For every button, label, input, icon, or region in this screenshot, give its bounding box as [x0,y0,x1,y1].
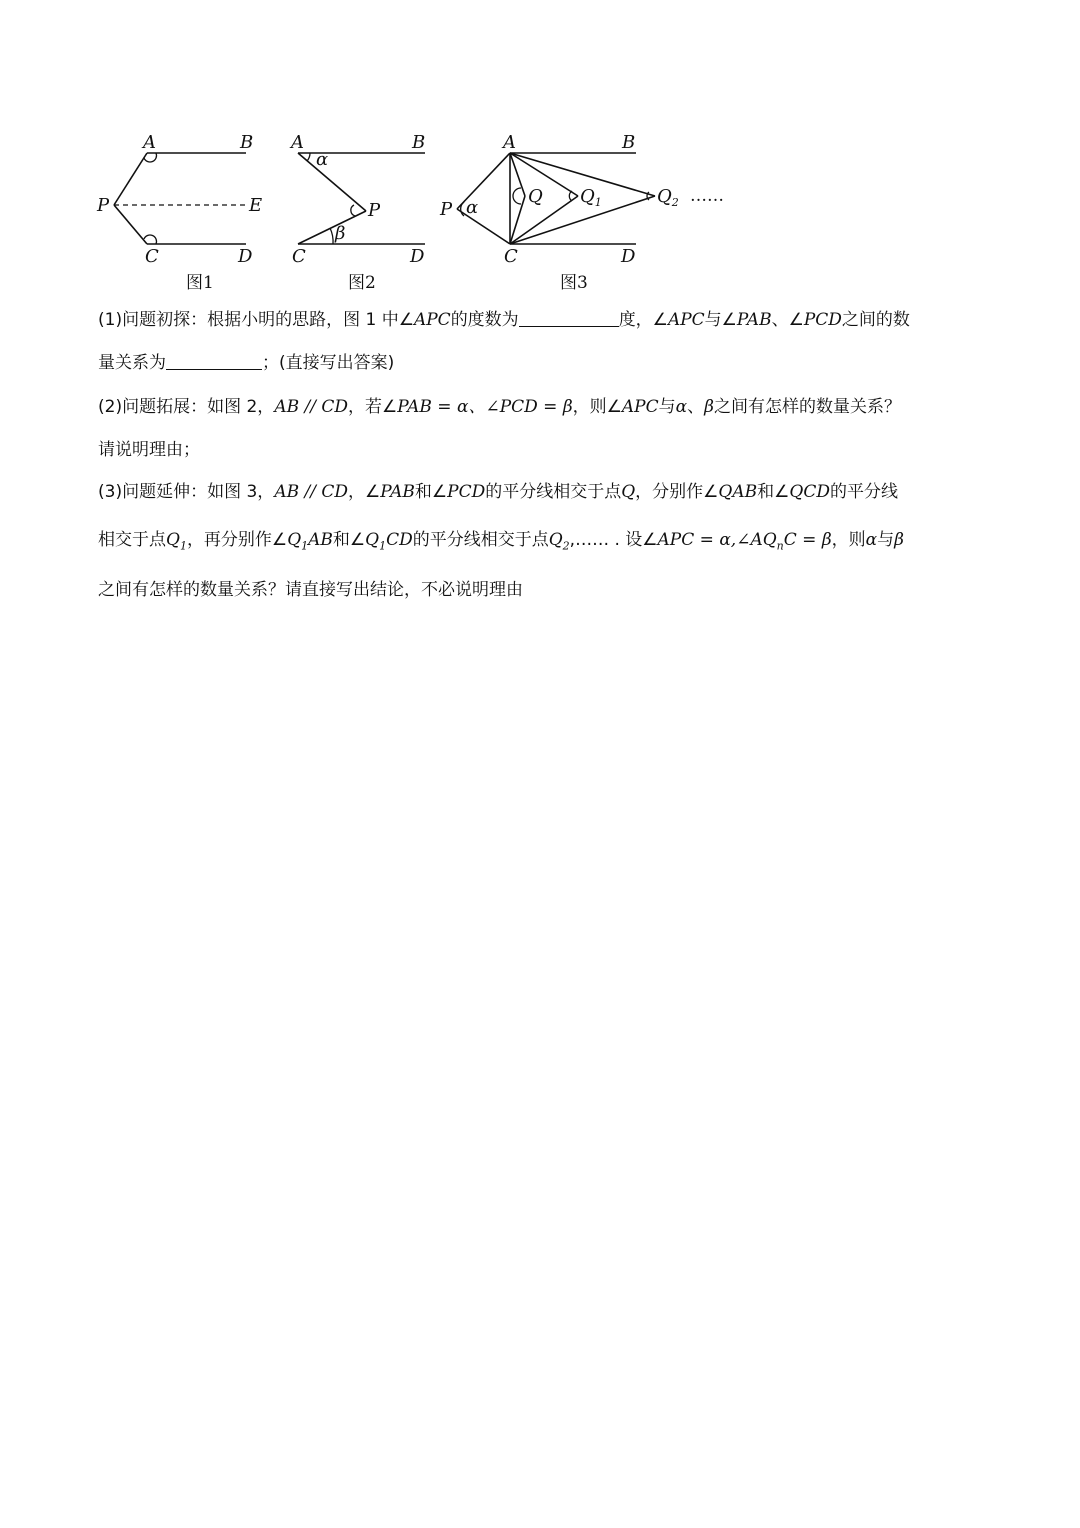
q3-angle-q1cd-rest: CD [386,530,413,550]
q1-angle-apc: APC [413,310,451,330]
fig3-line-aq1 [510,153,578,196]
fig1-label-c: C [145,246,159,267]
q3-line-2 [98,528,998,558]
figure-3 [439,132,724,293]
q3-text-3: 的平分线相交于点 [485,482,622,502]
q2-eq-1: = α、∠ [431,397,500,417]
fig3-line-pc [457,209,510,244]
q1-text-5: 之间的数 [841,310,910,330]
q3-angle-q1cd-sub: 1 [379,539,387,553]
q3-prefix: (3)问题延伸：如图 3， [98,482,275,502]
fig1-line-pc [114,205,147,244]
q3-point-q1-sub: 1 [179,539,187,553]
q1-text-4: 、∠ [771,310,804,330]
q3-cd: CD [321,482,348,502]
q2-beta: β [704,397,714,417]
q3-text-5: 和∠ [757,482,790,502]
q1-text-7: ；(直接写出答案) [262,353,395,373]
fig1-label-a: A [143,132,156,153]
q1-text-2: 度，∠ [618,310,668,330]
figure-2 [289,132,425,293]
fig3-line-q1c [510,196,578,244]
fig2-arc-alpha [307,153,310,161]
q3-point-q2: Q [548,530,563,550]
q2-cd: CD [321,397,348,417]
q2-ab: AB [274,397,300,417]
fig1-label-p: P [97,195,110,216]
q3-angle-qab: QAB [718,482,758,502]
fig1-label-b: B [240,132,254,153]
fig2-label-alpha: α [316,149,329,170]
q3-angle-aqnc-sub: n [776,539,784,553]
q3-angle-pab: PAB [380,482,415,502]
q3-alpha: α [865,530,878,550]
fig3-label-p: P [440,199,453,220]
q3-text-9: 和∠ [332,530,366,550]
fig1-label-d: D [238,246,253,267]
q1-answer-blank-1[interactable] [519,308,619,327]
q3-text-6: 的平分线 [829,482,898,502]
fig3-arc-q [513,188,521,204]
fig1-label-e: E [249,195,263,216]
q3-angle-q1cd-q: Q [365,530,380,550]
q2-line-1 [98,395,998,419]
q3-eq-2: = β [796,530,832,550]
fig2-label-b: B [412,132,426,153]
q3-text-11: ,…… . 设∠ [569,530,658,550]
fig3-label-b: B [622,132,636,153]
q2-alpha: α [675,397,688,417]
q1-line-1 [98,308,998,332]
fig2-arc-beta [330,228,333,244]
q3-angle-qcd: QCD [789,482,830,502]
fig3-line-ap [457,153,510,209]
q1-angle-apc-2: APC [667,310,705,330]
q2-text-6: 请说明理由； [98,440,200,460]
figure-1 [96,132,262,293]
q3-text-13: 与 [877,530,895,550]
q3-angle-q1ab-rest: AB [308,530,333,550]
q2-eq-2: = β [537,397,573,417]
q3-text-4: ，分别作∠ [635,482,719,502]
q1-text-1: 的度数为 [450,310,519,330]
q3-point-q: Q [621,482,636,502]
fig3-label-d: D [621,246,636,267]
q3-angle-q1ab-q: Q [287,530,302,550]
q1-line-2 [98,351,998,375]
q2-line-2 [98,438,998,462]
q3-line-3 [98,578,998,602]
q3-line-1 [98,480,998,504]
fig3-label-q1: $Q_1$ [580,186,602,209]
q1-angle-pab: PAB [736,310,772,330]
q1-angle-pcd: PCD [803,310,842,330]
q2-text-3: 与 [658,397,676,417]
q2-angle-apc: APC [621,397,659,417]
q2-prefix: (2)问题拓展：如图 2， [98,397,275,417]
q3-parallel: // [299,482,322,502]
q3-point-q2-sub: 2 [562,539,570,553]
q3-text-1: ，∠ [348,482,381,502]
q3-text-8: ，再分别作∠ [186,530,288,550]
q3-angle-apc: APC [657,530,695,550]
fig3-label-q: Q [528,186,543,207]
figures-svg [0,0,1080,300]
q3-text-14: 之间有怎样的数量关系？请直接写出结论，不必说明理由 [98,580,523,600]
fig3-label-q2: $Q_2$ [657,186,679,209]
q1-prefix: (1)问题初探：根据小明的思路，图 1 中∠ [98,310,414,330]
q3-eq-1: = α,∠ [694,530,751,550]
q1-answer-blank-2[interactable] [166,351,262,370]
fig1-caption: 图1 [186,273,214,293]
q3-point-q1: Q [166,530,180,550]
fig2-line-ap [298,153,366,211]
q3-angle-pcd: PCD [447,482,486,502]
fig2-label-p: P [368,200,381,221]
q3-text-7: 相交于点 [98,530,166,550]
fig1-line-ap [114,153,147,205]
q3-angle-aqnc-rest: C [783,530,797,550]
q1-text-3: 与∠ [704,310,737,330]
q2-text-5: 之间有怎样的数量关系？ [713,397,901,417]
fig3-caption: 图3 [560,273,588,293]
q3-beta: β [894,530,904,550]
fig3-label-a: A [503,132,516,153]
fig3-label-c: C [504,246,518,267]
q2-text-1: ，若∠ [348,397,398,417]
q2-text-4: 、 [687,397,705,417]
fig2-line-pc [298,211,366,244]
fig2-label-c: C [292,246,306,267]
fig2-arc-p [351,205,355,216]
q2-angle-pcd: PCD [499,397,538,417]
q3-angle-aqnc-aq: AQ [750,530,777,550]
q2-parallel: // [299,397,322,417]
figures-area [0,0,1080,300]
fig2-label-d: D [410,246,425,267]
q2-angle-pab: PAB [397,397,432,417]
fig3-line-aq [510,153,525,196]
q3-text-2: 和∠ [414,482,448,502]
q3-angle-q1ab-sub: 1 [301,539,309,553]
fig2-label-a: A [291,132,304,153]
q3-ab: AB [274,482,300,502]
q3-text-10: 的平分线相交于点 [412,530,549,550]
fig3-label-alpha: α [466,197,479,218]
q2-text-2: ，则∠ [572,397,622,417]
fig3-ellipsis: …… [690,186,724,206]
fig2-caption: 图2 [348,273,376,293]
q1-text-6: 量关系为 [98,353,166,373]
fig2-label-beta: β [335,223,346,244]
q3-text-12: ，则 [831,530,866,550]
